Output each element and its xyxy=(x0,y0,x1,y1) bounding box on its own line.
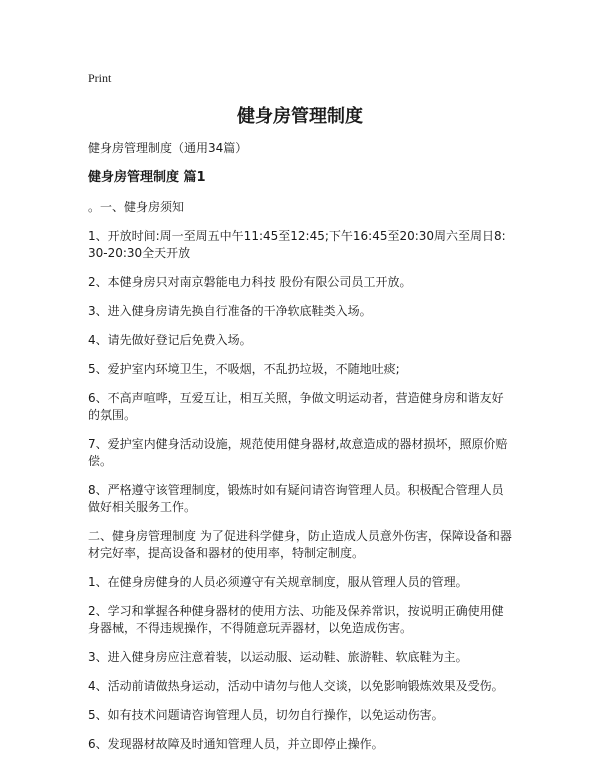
paragraph: 1、开放时间:周一至周五中午11:45至12:45;下午16:45至20:30周六至周日8:30-20:30全天开放 xyxy=(88,229,506,260)
paragraph: 6、发现器材故障及时通知管理人员，并立即停止操作。 xyxy=(88,737,384,751)
paragraph: 7、爱护室内健身活动设施，规范使用健身器材,故意造成的器材损坏，照原价赔偿。 xyxy=(88,437,508,468)
paragraph: 5、爱护室内环境卫生，不吸烟，不乱扔垃圾，不随地吐痰; xyxy=(88,362,400,376)
paragraph: 二、健身房管理制度 为了促进科学健身，防止造成人员意外伤害，保障设备和器材完好率，提高设备和器材的使用率，特制定制度。 xyxy=(88,529,512,560)
paragraph: 6、不高声喧哗，互爱互让，相互关照，争做文明运动者，营造健身房和谐友好的氛围。 xyxy=(88,391,504,422)
print-label: Print xyxy=(88,71,112,85)
paragraph: 4、请先做好登记后免费入场。 xyxy=(88,333,252,347)
paragraph: 1、在健身房健身的人员必须遵守有关规章制度，服从管理人员的管理。 xyxy=(88,575,468,589)
paragraph: 5、如有技术问题请咨询管理人员，切勿自行操作，以免运动伤害。 xyxy=(88,708,444,722)
paragraph: 2、学习和掌握各种健身器材的使用方法、功能及保养常识，按说明正确使用健身器械，不得违规操作，不得随意玩弄器材，以免造成伤害。 xyxy=(88,604,504,635)
paragraph-list xyxy=(88,199,512,753)
paragraph: 3、进入健身房应注意着装，以运动服、运动鞋、旅游鞋、软底鞋为主。 xyxy=(88,650,468,664)
document-subtitle: 健身房管理制度（通用34篇） xyxy=(88,141,248,155)
document-title: 健身房管理制度 xyxy=(237,106,363,127)
paragraph: 。一、健身房须知 xyxy=(88,200,185,214)
paragraph: 8、严格遵守该管理制度，锻炼时如有疑问请咨询管理人员。积极配合管理人员做好相关服务工作。 xyxy=(88,483,504,514)
paragraph: 3、进入健身房请先换自行准备的干净软底鞋类入场。 xyxy=(88,304,372,318)
paragraph: 2、本健身房只对南京磐能电力科技 股份有限公司员工开放。 xyxy=(88,275,412,289)
paragraph: 4、活动前请做热身运动，活动中请勿与他人交谈，以免影响锻炼效果及受伤。 xyxy=(88,679,504,693)
section-heading: 健身房管理制度 篇1 xyxy=(88,170,206,185)
